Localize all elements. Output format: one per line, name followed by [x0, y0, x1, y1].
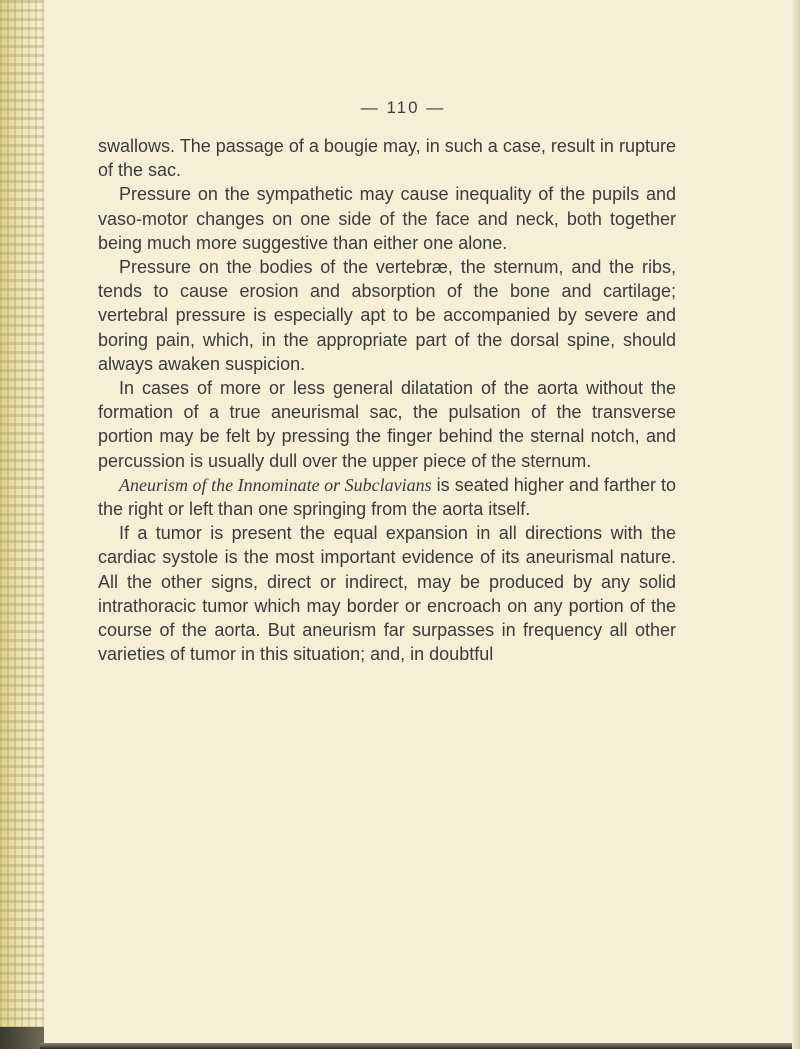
paragraph-1: swallows. The passage of a bougie may, in such a case, result in rupture of the sac.: [98, 136, 676, 181]
page-number: — 110 —: [360, 98, 446, 117]
paragraph-4: In cases of more or less general dilatation of the aorta without the formation of a true aneurismal sac, the pulsation of the transverse portion may be felt by pressing the finger behind the sternal notch, and percussion is usually dull over the upper piece of the sternum.: [98, 378, 676, 471]
paragraph-6: If a tumor is present the equal expansion in all directions with the cardiac systole is the most important evidence of its aneurismal nature. All the other signs, direct or indirect, may be produced by any solid intrathoracic tumor which may border or encroach on any portion of the course of the aorta. But aneurism far surpasses in frequency all other varieties of tumor in this situation; and, in doubtful: [98, 523, 676, 665]
book-spine-edge: [0, 0, 44, 1049]
book-corner-shadow: [0, 1027, 44, 1049]
paragraph-3: Pressure on the bodies of the vertebræ, the sternum, and the ribs, tends to cause erosion and absorption of the bone and cartilage; vertebral pressure is especially apt to be accompanied by severe and boring pain, which, in the appropriate part of the dorsal spine, should always awaken suspicion.: [98, 257, 676, 374]
page-right-edge: [792, 0, 800, 1049]
section-title-italic: Aneurism of the Innominate or Subclavians: [119, 474, 432, 495]
page-bottom-edge: [40, 1043, 800, 1049]
paragraph-5-text: is seated higher and farther to the right or left than one springing from the aorta itself.: [98, 474, 676, 520]
paragraph-5: [98, 473, 676, 521]
paragraph-2: Pressure on the sympathetic may cause inequality of the pupils and vaso-motor changes on one side of the face and neck, both together being much more suggestive than either one alone.: [98, 184, 676, 253]
body-text: [98, 134, 676, 666]
